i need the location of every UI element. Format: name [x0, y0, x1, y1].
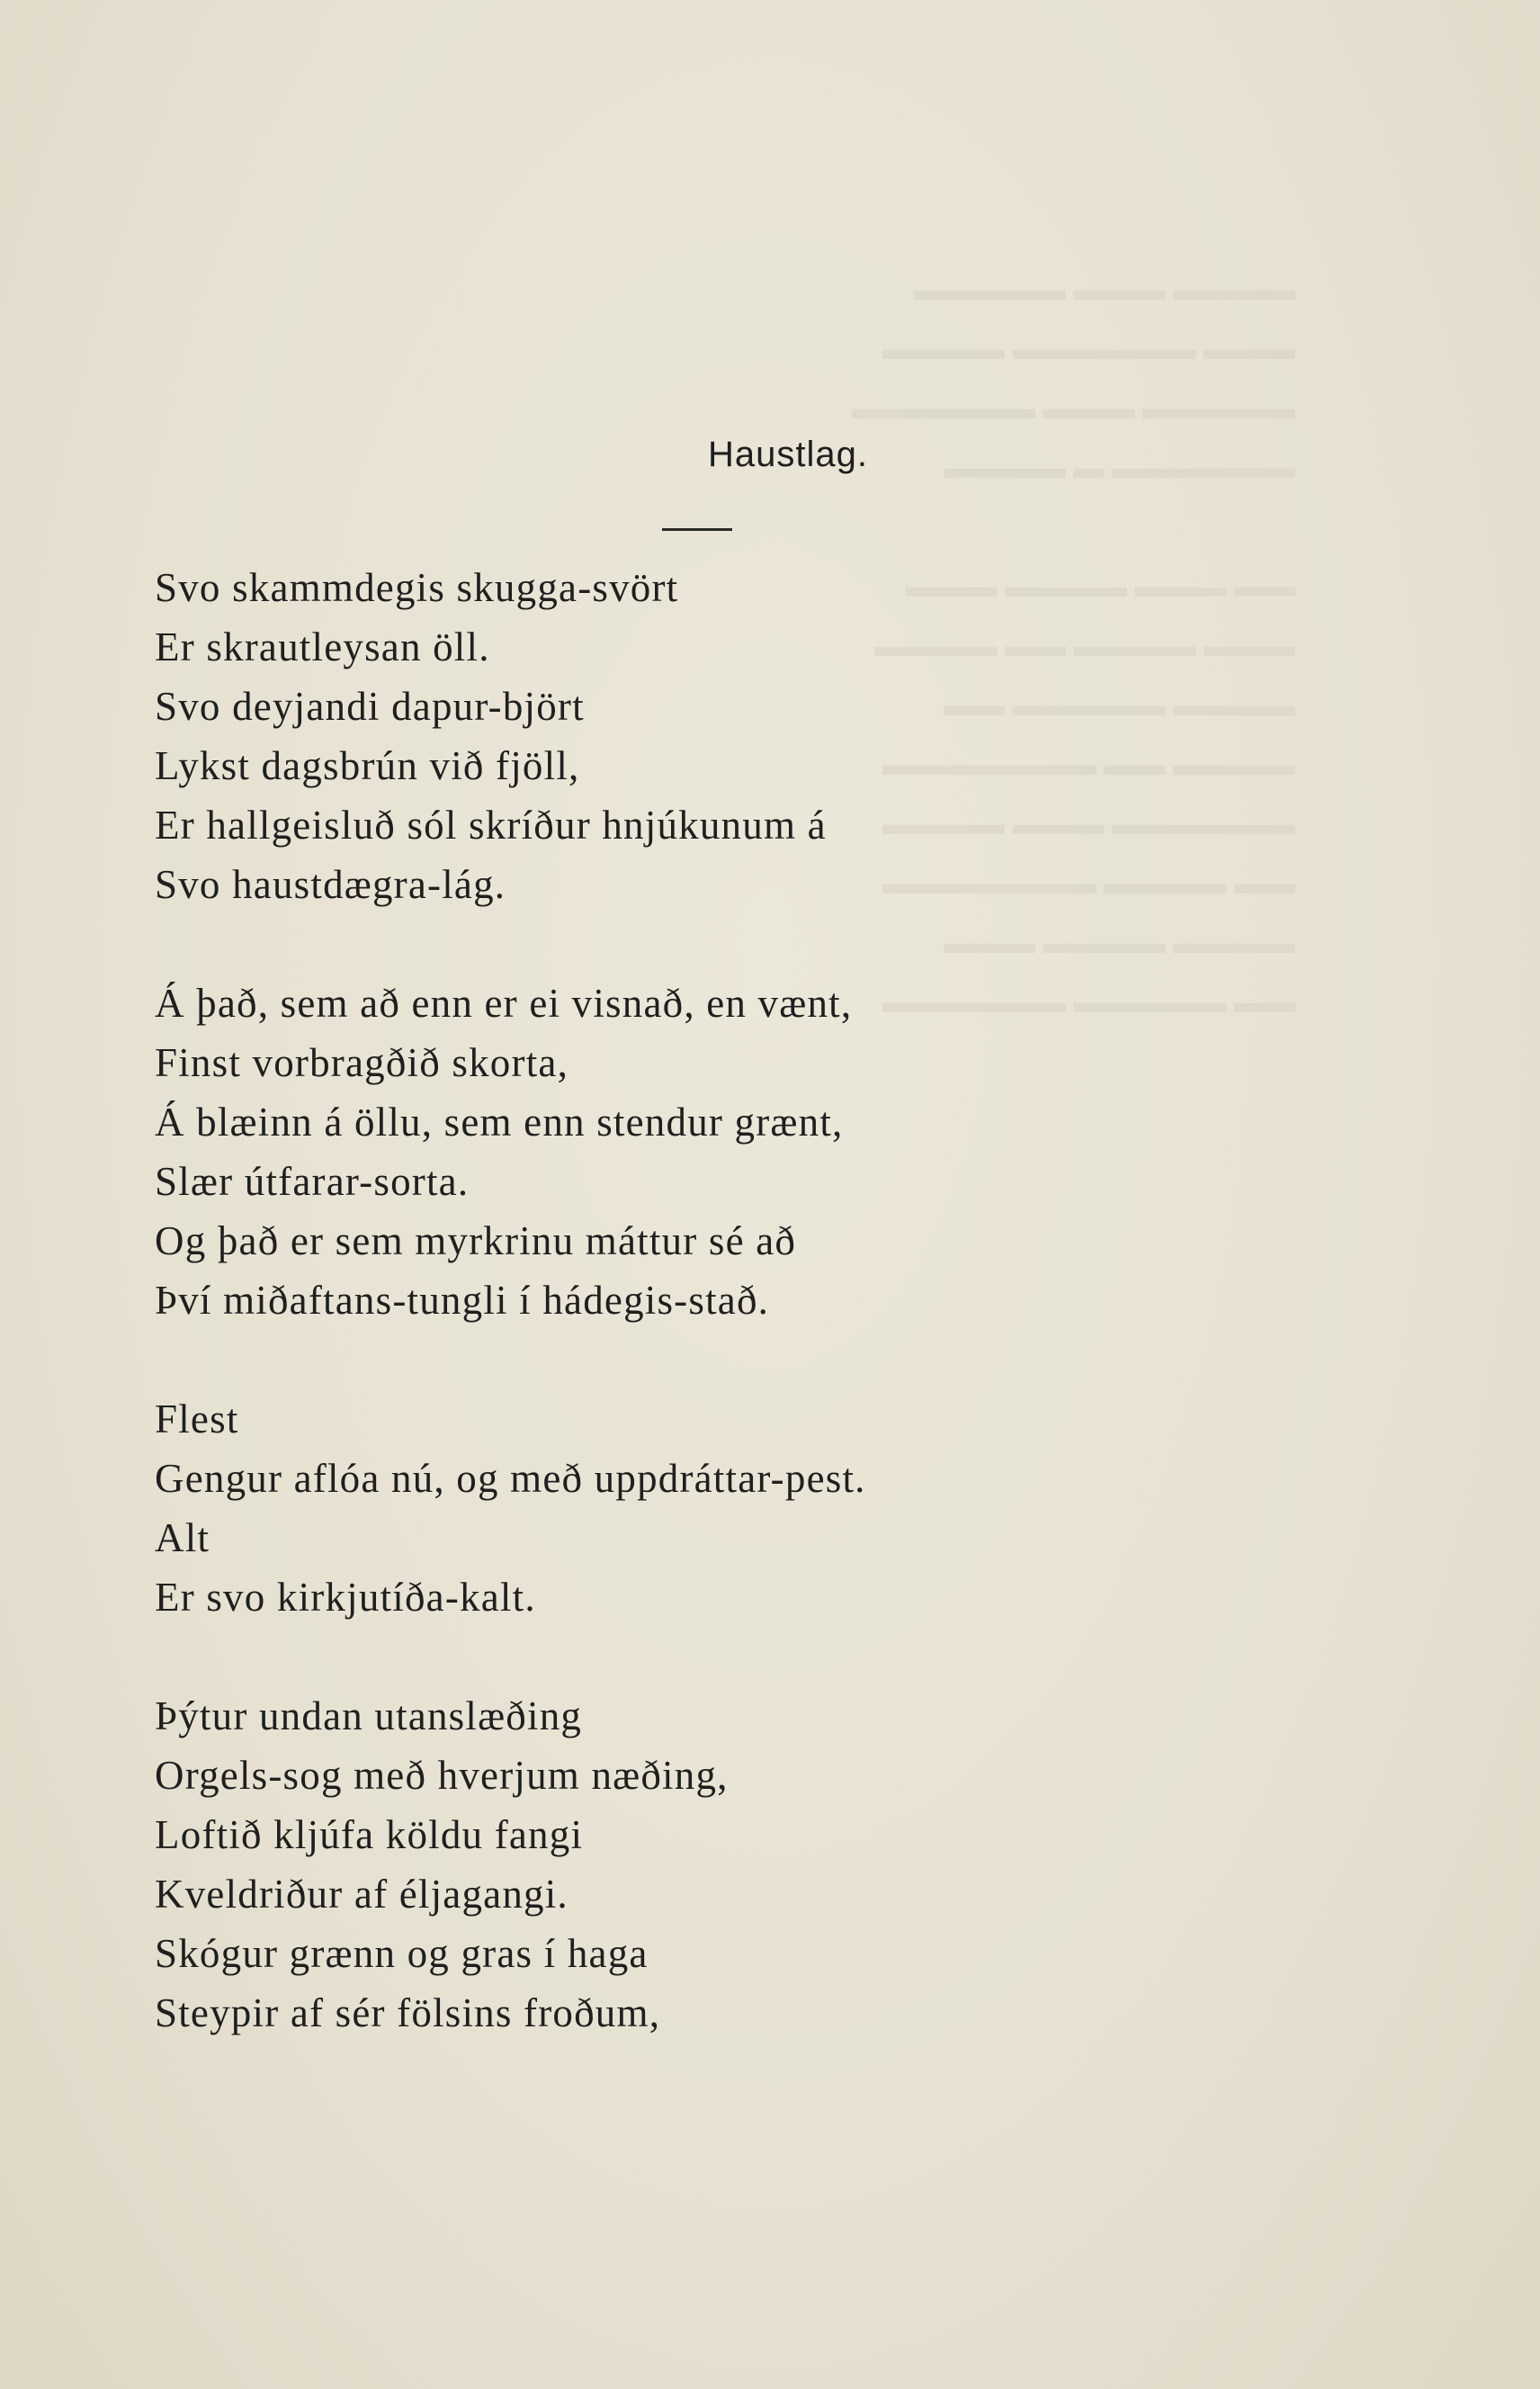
- poem-line: Á það, sem að enn er ei visnað, en vænt,: [155, 981, 853, 1026]
- poem-title: Haustlag.: [708, 435, 868, 474]
- poem-line: Orgels-sog með hverjum næðing,: [155, 1753, 729, 1798]
- poem-body: [155, 558, 1414, 2102]
- poem-line: Svo skammdegis skugga-svört: [155, 565, 679, 610]
- poem-line: Er skrautleysan öll.: [155, 624, 490, 669]
- poem-line: Alt: [155, 1515, 210, 1560]
- stanza-2: [155, 974, 1414, 1330]
- title-rule-divider: [662, 528, 732, 531]
- poem-line: Loftið kljúfa köldu fangi: [155, 1812, 584, 1857]
- poem-line: Steypir af sér fölsins froðum,: [155, 1990, 661, 2035]
- poem-line: Því miðaftans-tungli í hádegis-stað.: [155, 1278, 770, 1323]
- poem-line: Er svo kirkjutíða-kalt.: [155, 1575, 536, 1620]
- stanza-1: [155, 558, 1414, 914]
- poem-line: Flest: [155, 1397, 239, 1441]
- poem-line: Gengur aflóa nú, og með uppdráttar-pest.: [155, 1456, 866, 1501]
- bleed-through-texture: ▬▬▬▬ ▬▬▬ ▬▬▬▬▬ ▬▬▬ ▬▬▬▬▬▬ ▬▬▬▬ ▬▬▬▬▬ ▬▬▬ ▬▬▬▬▬▬ ▬▬▬▬▬▬ ▬ ▬▬▬▬ ▬▬ ▬▬▬ ▬▬▬▬ ▬▬▬ ▬▬▬ ▬▬▬▬ ▬▬ ▬▬▬▬ ▬▬▬▬ ▬▬▬▬▬ ▬▬ ▬▬▬▬ ▬▬ ▬▬▬▬▬▬▬ ▬▬▬▬▬▬ ▬▬▬ ▬▬▬▬ ▬▬ ▬▬▬▬ ▬▬▬▬▬▬▬ ▬▬▬▬ ▬▬▬▬ ▬▬▬ ▬▬ ▬▬▬▬▬ ▬▬▬▬▬▬: [852, 274, 1295, 1019]
- stanza-3: [155, 1389, 1414, 1627]
- poem-line: Og það er sem myrkrinu máttur sé að: [155, 1218, 797, 1263]
- poem-line: Kveldriður af éljagangi.: [155, 1872, 569, 1917]
- poem-line: Er hallgeisluð sól skríður hnjúkunum á: [155, 803, 827, 848]
- poem-line: Á blæinn á öllu, sem enn stendur grænt,: [155, 1100, 844, 1145]
- poem-line: Svo haustdægra-lág.: [155, 862, 506, 907]
- poem-line: Slær útfarar-sorta.: [155, 1159, 470, 1204]
- poem-line: Finst vorbragðið skorta,: [155, 1040, 569, 1085]
- poem-line: Skógur grænn og gras í haga: [155, 1931, 649, 1976]
- poem-line: Lykst dagsbrún við fjöll,: [155, 743, 580, 788]
- poem-line: Þýtur undan utanslæðing: [155, 1693, 583, 1738]
- poem-line: Svo deyjandi dapur-björt: [155, 684, 585, 729]
- stanza-4: [155, 1686, 1414, 2043]
